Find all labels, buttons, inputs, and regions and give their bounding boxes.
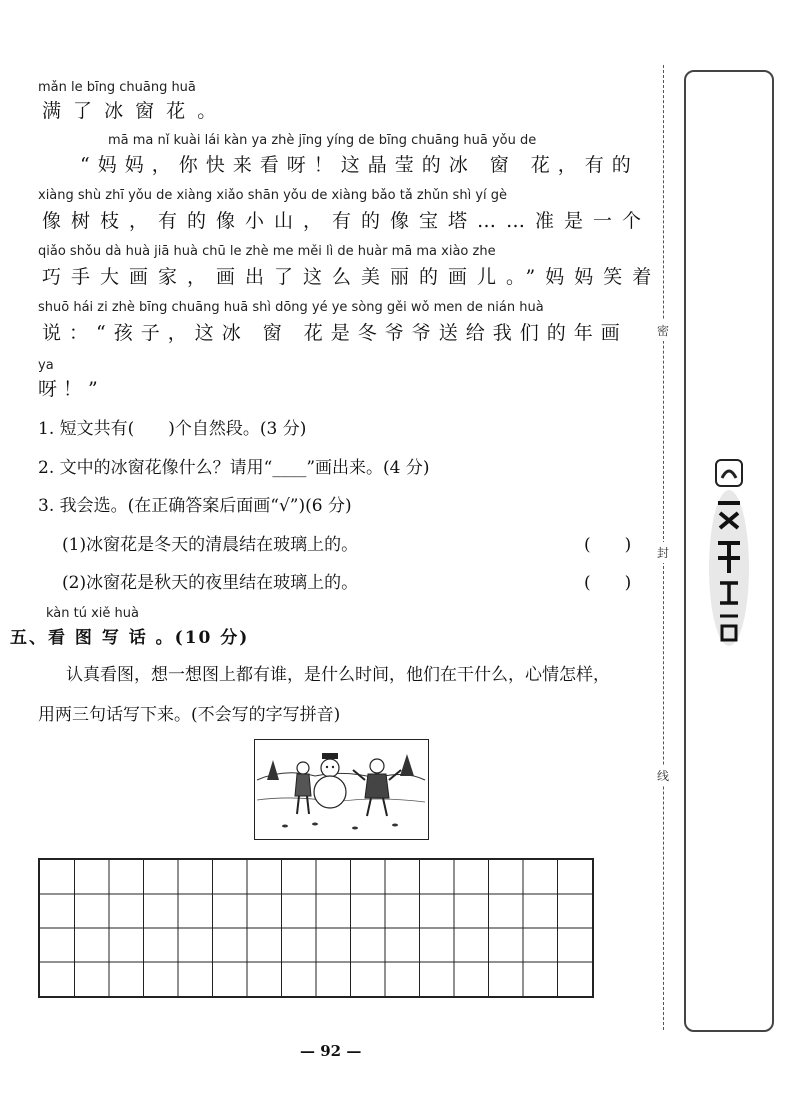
choice-2-answer-box[interactable]: ( ) <box>584 573 632 593</box>
brand-logo <box>706 458 752 648</box>
page-number: — 92 — <box>300 1042 362 1060</box>
pinyin-line-1: mǎn le bīng chuāng huā <box>38 80 196 95</box>
section5-pinyin: kàn tú xiě huà <box>46 606 139 621</box>
pinyin-line-3: xiàng shù zhī yǒu de xiàng xiǎo shān yǒu de xiàng bǎo tǎ zhǔn shì yí gè <box>38 188 508 203</box>
seal-char-xian: 线 <box>657 765 669 786</box>
question-2: 2. 文中的冰窗花像什么？请用“____”画出来。(4 分) <box>38 458 430 478</box>
snowman-illustration <box>254 739 429 840</box>
section5-instruction-1: 认真看图，想一想图上都有谁，是什么时间，他们在干什么，心情怎样， <box>66 665 610 685</box>
pinyin-line-2: mā ma nǐ kuài lái kàn ya zhè jīng yíng de bīng chuāng huā yǒu de <box>108 133 537 148</box>
text-line-2: “妈妈，你快来看呀！这晶莹的冰 窗 花，有的 <box>80 154 639 176</box>
text-line-1: 满 了 冰 窗 花 。 <box>42 100 220 122</box>
seal-char-mi: 密 <box>657 320 669 341</box>
writing-grid[interactable] <box>38 858 594 998</box>
pinyin-line-6: ya <box>38 358 54 373</box>
pinyin-line-5: shuō hái zi zhè bīng chuāng huā shì dōng yé ye sòng gěi wǒ men de nián huà <box>38 300 544 315</box>
question-3: 3. 我会选。(在正确答案后面画“√”)(6 分) <box>38 496 352 516</box>
pinyin-line-4: qiǎo shǒu dà huà jiā huà chū le zhè me měi lì de huàr mā ma xiào zhe <box>38 244 496 259</box>
choice-1-answer-box[interactable]: ( ) <box>584 535 632 555</box>
choice-2-text: (2)冰窗花是秋天的夜里结在玻璃上的。 <box>62 573 359 593</box>
text-line-6: 呀！” <box>38 378 104 400</box>
text-line-3: 像树枝，有的像小山，有的像宝塔……准是一个 <box>42 210 652 232</box>
question-1: 1. 短文共有( )个自然段。(3 分) <box>38 419 307 439</box>
section5-title: 五、看 图 写 话 。(10 分) <box>10 628 250 648</box>
choice-1-text: (1)冰窗花是冬天的清晨结在玻璃上的。 <box>62 535 359 555</box>
section5-instruction-2: 用两三句话写下来。(不会写的字写拼音) <box>38 705 341 725</box>
text-line-5: 说：“孩子，这冰 窗 花是冬爷爷送给我们的年画 <box>42 322 628 344</box>
seal-char-feng: 封 <box>657 542 669 563</box>
text-line-4: 巧手大画家，画出了这么美丽的画儿。”妈妈笑着 <box>42 266 662 288</box>
